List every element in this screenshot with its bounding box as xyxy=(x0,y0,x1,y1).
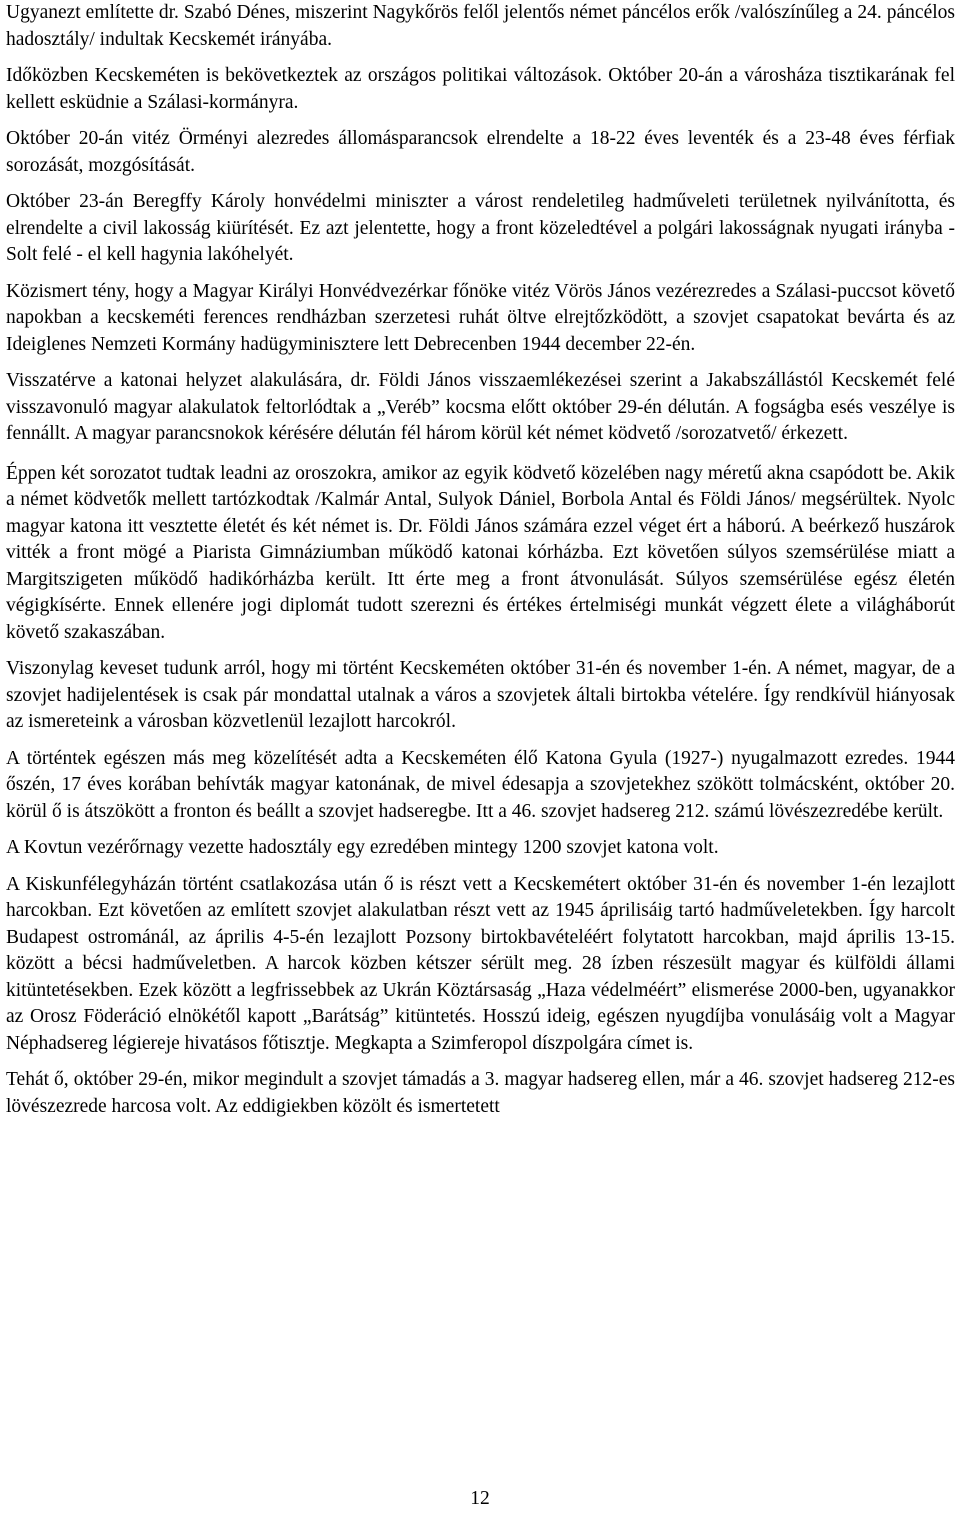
paragraph-8: Viszonylag keveset tudunk arról, hogy mi történt Kecskeméten október 31-én és november 1-én. A német, magyar, de a szovjet hadijelentések is csak pár mondattal utalnak a város a szovjetek általi birtokba vételére. Így rendkívül hiányosak az ismereteink a városban közvetlenül lezajlott harcokról. xyxy=(6,658,955,732)
paragraph-3: Október 20-án vitéz Örményi alezredes állomásparancsok elrendelte a 18-22 éves leventék és a 23-48 éves férfiak sorozását, mozgósítását. xyxy=(6,128,955,176)
paragraph-7: Éppen két sorozatot tudtak leadni az oroszokra, amikor az egyik ködvető közelében nagy méretű akna csapódott be. Akik a német ködvetők mellett tartózkodtak /Kalmár Antal, Sulyok Dániel, Borbola Antal és Földi János/ megsérültek. Nyolc magyar katona itt vesztette életét és két német is. Dr. Földi János számára ezzel véget ért a háború. A beérkező huszárok vitték a front mögé a Piarista Gimnáziumban működő katonai kórházba. Ezt követően súlyos szemsérülése miatt a Margitszigeten működő hadikórházba került. Itt érte meg a front átvonulását. Súlyos szemsérülése egész életén végigkísérte. Ennek ellenére jogi diplomát tudott szerezni és értékes értelmiségi munkát végzett élete a világháborút követő szakaszában. xyxy=(6,462,955,643)
paragraph-10: A Kovtun vezérőrnagy vezette hadosztály egy ezredében mintegy 1200 szovjet katona volt. xyxy=(6,837,719,858)
paragraph-1: Ugyanezt említette dr. Szabó Dénes, miszerint Nagykőrös felől jelentős német páncélos erők /valószínűleg a 24. páncélos hadosztály/ indultak Kecskemét irányába. xyxy=(6,2,955,50)
paragraph-2: Időközben Kecskeméten is bekövetkeztek az országos politikai változások. Október 20-án a városháza tisztikarának fel kellett esküdnie a Szálasi-kormányra. xyxy=(6,65,955,113)
paragraph-6: Visszatérve a katonai helyzet alakulására, dr. Földi János visszaemlékezései szerint a Jakabszállástól Kecskemét felé visszavonuló magyar alakulatok feltorlódtak a „Veréb” kocsma előtt október 29-én délután. A fogságba esés veszélye is fennállt. A magyar parancsnokok kérésére délután fél három körül két német ködvető /sorozatvető/ érkezett. xyxy=(6,370,955,444)
paragraph-11: A Kiskunfélegyházán történt csatlakozása után ő is részt vett a Kecskemétert október 31-én és november 1-én lezajlott harcokban. Ezt követően az említett szovjet alakulatban részt vett az 1945 áprilisáig tartó hadműveletekben. Így harcolt Budapest ostrománál, az április 4-5-én lezajlott Pozsony birtokbavételéért folytatott harcokban, majd április 13-15. között a bécsi hadműveletben. A harcok közben kétszer sérült meg. 28 ízben részesült magyar és külföldi állami kitüntetésekben. Ezek között a legfrissebbek az Ukrán Köztársaság „Haza védelméért” elismerése 2000-ben, ugyanakkor az Orosz Föderáció elnökétől kapott „Barátság” kitüntetés. Hosszú ideig, egészen nyugdíjba vonulásáig volt a Magyar Néphadsereg légiereje hivatásos főtisztje. Megkapta a Szimferopol díszpolgára címet is. xyxy=(6,873,955,1054)
paragraph-12: Tehát ő, október 29-én, mikor megindult a szovjet támadás a 3. magyar hadsereg ellen, már a 46. szovjet hadsereg 212-es lövészezrede harcosa volt. Az eddigiekben közölt és ismertetett xyxy=(6,1069,955,1117)
paragraph-9: A történtek egészen más meg közelítését adta a Kecskeméten élő Katona Gyula (1927-) nyugalmazott ezredes. 1944 őszén, 17 éves korában behívták magyar katonának, de mivel édesapja a szovjetekhez szökött tolmácsként, október 20. körül ő is átszökött a fronton és beállt a szovjet hadseregbe. Itt a 46. szovjet hadsereg 212. számú lövészezredébe került. xyxy=(6,747,955,822)
document-body xyxy=(6,0,955,1130)
paragraph-4: Október 23-án Beregffy Károly honvédelmi miniszter a várost rendeletileg hadműveleti területnek nyilvánította, és elrendelte a civil lakosság kiürítését. Ez azt jelentette, hogy a front közeledtével a polgári lakosságnak nyugati irányba - Solt felé - el kell hagynia lakóhelyét. xyxy=(6,191,955,265)
paragraph-5: Közismert tény, hogy a Magyar Királyi Honvédvezérkar főnöke vitéz Vörös János vezérezredes a Szálasi-puccsot követő napokban a kecskeméti ferences rendházban szerzetesi ruhát öltve elrejtőzködött, a szovjet csapatokat bevárta és az Ideiglenes Nemzeti Kormány hadügyminisztere lett Debrecenben 1944 december 22-én. xyxy=(6,280,955,355)
page-number: 12 xyxy=(470,1488,490,1509)
